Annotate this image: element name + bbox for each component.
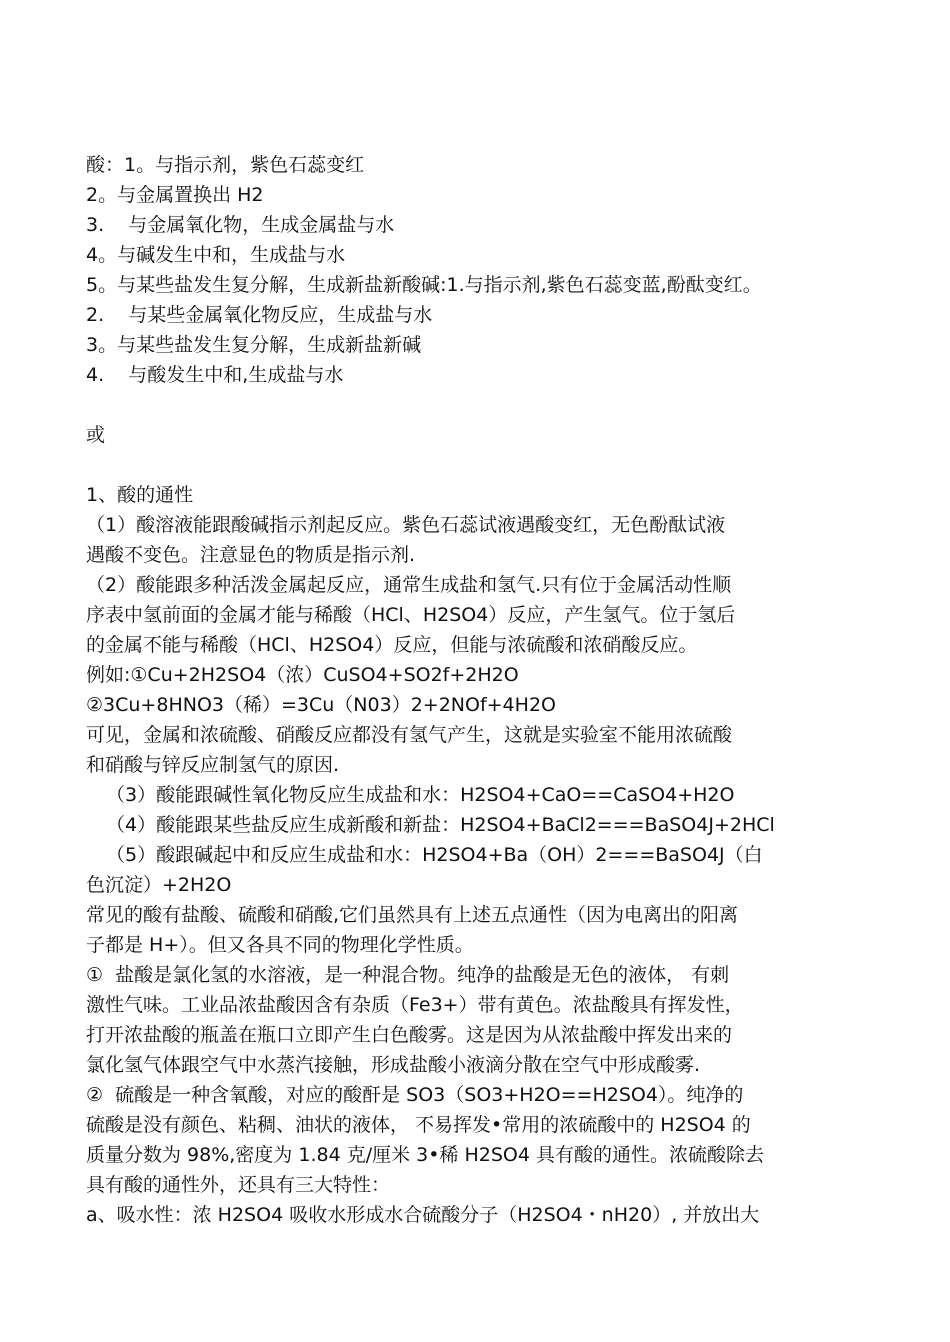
text-line: 激性气味。工业品浓盐酸因含有杂质（Fe3+）带有黄色。浓盐酸具有挥发性，	[86, 994, 744, 1016]
equation-line: （4）酸能跟某些盐反应生成新酸和新盐：H2SO4+BaCl2===BaSO4J+2HCl	[106, 814, 775, 836]
text-line: 2. 与某些金属氧化物反应，生成盐与水	[86, 304, 433, 326]
equation-line: ②3Cu+8HNO3（稀）=3Cu（N03）2+2NOf+4H2O	[86, 694, 556, 716]
text-line: 具有酸的通性外，还具有三大特性：	[86, 1174, 391, 1196]
spacer	[86, 450, 936, 480]
text-line: 打开浓盐酸的瓶盖在瓶口立即产生白色酸雾。这是因为从浓盐酸中挥发出来的	[86, 1024, 733, 1046]
text-line: 3。与某些盐发生复分解，生成新盐新碱	[86, 334, 422, 356]
text-line: 4。与碱发生中和，生成盐与水	[86, 244, 346, 266]
text-line: a、吸水性：浓 H2SO4 吸收水形成水合硫酸分子（H2SO4・nH20）, 并放出大	[86, 1204, 760, 1226]
spacer	[86, 390, 936, 420]
acid-base-summary	[86, 150, 936, 390]
text-line: 可见，金属和浓硫酸、硝酸反应都没有氢气产生，这就是实验室不能用浓硫酸	[86, 724, 733, 746]
text-line: 4. 与酸发生中和,生成盐与水	[86, 364, 344, 386]
text-line: 5。与某些盐发生复分解，生成新盐新酸碱:1.与指示剂,紫色石蕊变蓝,酚酞变红。	[86, 274, 762, 296]
section-heading: 1、酸的通性	[86, 484, 194, 506]
text-line: 和硝酸与锌反应制氢气的原因.	[86, 754, 340, 776]
text-line: （1）酸溶液能跟酸碱指示剂起反应。紫色石蕊试液遇酸变红，无色酚酞试液	[86, 514, 726, 536]
text-line: 子都是 H+）。但又各具不同的物理化学性质。	[86, 934, 474, 956]
text-line: 2。与金属置换出 H2	[86, 184, 264, 206]
equation-line: 例如:①Cu+2H2SO4（浓）CuSO4+SO2f+2H2O	[86, 664, 519, 686]
text-line: ② 硫酸是一种含氧酸，对应的酸酐是 SO3（SO3+H2O==H2SO4）。纯净的	[86, 1084, 744, 1106]
equation-line: （3）酸能跟碱性氧化物反应生成盐和水：H2SO4+CaO==CaSO4+H2O	[106, 784, 735, 806]
or-label: 或	[86, 424, 106, 446]
equation-line: （5）酸跟碱起中和反应生成盐和水：H2SO4+Ba（OH）2===BaSO4J（白	[106, 844, 763, 866]
text-line: 常见的酸有盐酸、硫酸和硝酸,它们虽然具有上述五点通性（因为电离出的阳离	[86, 904, 739, 926]
document-page	[86, 150, 936, 1230]
text-line: 的金属不能与稀酸（HCl、H2SO4）反应，但能与浓硫酸和浓硝酸反应。	[86, 634, 698, 656]
acid-properties-section	[86, 480, 936, 1230]
text-line: 色沉淀）+2H2O	[86, 874, 232, 896]
text-line: 序表中氢前面的金属才能与稀酸（HCl、H2SO4）反应，产生氢气。位于氢后	[86, 604, 736, 626]
text-line: （2）酸能跟多种活泼金属起反应，通常生成盐和氢气.只有位于金属活动性顺	[86, 574, 732, 596]
text-line: 氯化氢气体跟空气中水蒸汽接触，形成盐酸小液滴分散在空气中形成酸雾.	[86, 1054, 701, 1076]
text-line: 硫酸是没有颜色、粘稠、油状的液体， 不易挥发•常用的浓硫酸中的 H2SO4 的	[86, 1114, 751, 1136]
text-line: ① 盐酸是氯化氢的水溶液，是一种混合物。纯净的盐酸是无色的液体， 有刺	[86, 964, 730, 986]
text-line: 酸：1。与指示剂，紫色石蕊变红	[86, 154, 365, 176]
text-line: 遇酸不变色。注意显色的物质是指示剂.	[86, 544, 416, 566]
text-line: 3. 与金属氧化物，生成金属盐与水	[86, 214, 395, 236]
text-line: 质量分数为 98%,密度为 1.84 克/厘米 3•稀 H2SO4 具有酸的通性。浓硫酸除去	[86, 1144, 764, 1166]
